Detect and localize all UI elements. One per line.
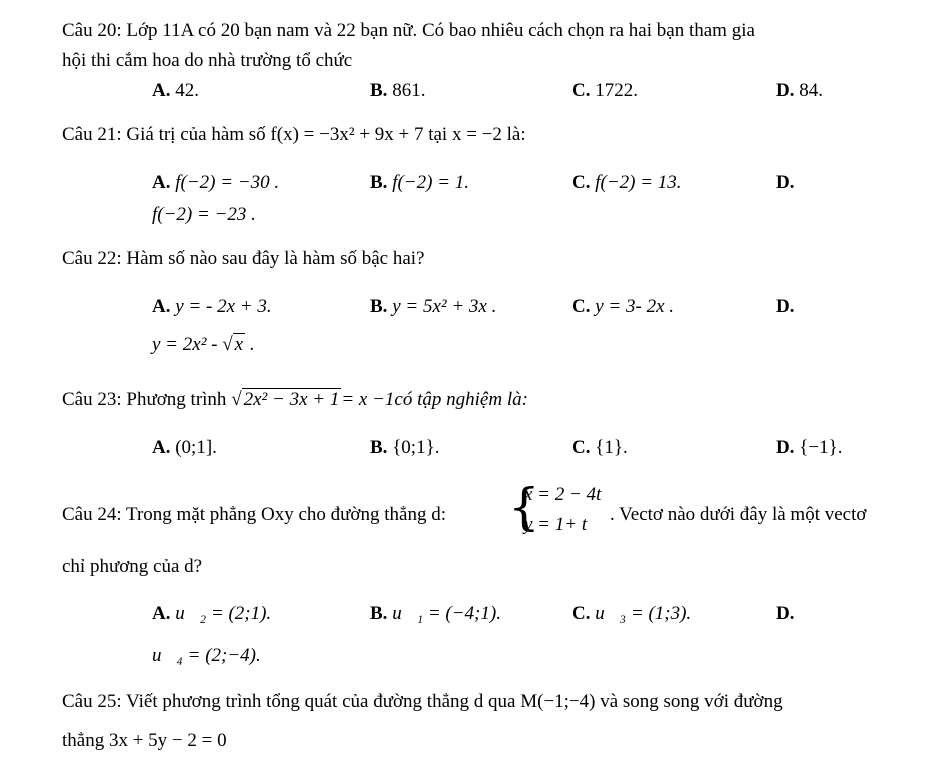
q24-option-a <box>152 603 271 626</box>
q20-stem-line2: hội thi cắm hoa do nhà trường tổ chức <box>62 50 353 71</box>
q25-stem-line2: thẳng 3x + 5y − 2 = 0 <box>62 730 227 751</box>
option-text: {0;1}. <box>392 437 440 458</box>
q21-option-b <box>370 172 469 195</box>
option-label: A. <box>152 296 171 317</box>
q21-option-d-label <box>776 172 794 195</box>
radicand: 2x² − 3x + 1 <box>243 389 340 410</box>
option-label: C. <box>572 437 591 458</box>
option-text: y = - 2x + 3. <box>175 296 272 317</box>
radicand: x <box>234 334 244 355</box>
option-text: {1}. <box>595 437 628 458</box>
option-label: C. <box>572 80 591 101</box>
option-label: D. <box>776 80 795 101</box>
q24-stem-prefix: Câu 24: Trong mặt phẳng Oxy cho đường thẳng d: <box>62 504 446 525</box>
system-line-2: y = 1+ t <box>524 514 588 535</box>
line-system <box>508 478 618 542</box>
q22-option-d-text <box>152 334 255 357</box>
q23-stem-suffix: = x −1có tập nghiệm là: <box>341 389 528 410</box>
option-label: B. <box>370 603 388 624</box>
option-label: C. <box>572 296 591 317</box>
option-label: A. <box>152 80 171 101</box>
option-text: y = 3- 2x . <box>595 296 674 317</box>
option-text: f(−2) = 1. <box>392 172 470 193</box>
q22-option-d-label <box>776 296 794 319</box>
sqrt-expression: √ x <box>222 334 244 355</box>
option-text: {−1}. <box>799 437 843 458</box>
option-label: D. <box>776 437 795 458</box>
q20-option-d <box>776 80 823 103</box>
option-text: 1722. <box>595 80 638 101</box>
q21-stem: Câu 21: Giá trị của hàm số f(x) = −3x² + 9x + 7 tại x = −2 là: <box>62 124 526 145</box>
option-label: B. <box>370 437 388 458</box>
q24-option-d-text: u⃗₄ = (2;−4). <box>152 645 261 666</box>
q21-option-a <box>152 172 279 195</box>
option-label: D. <box>776 172 795 193</box>
q23-option-d <box>776 437 842 460</box>
q21-option-d-text: f(−2) = −23 . <box>152 204 256 225</box>
option-d-prefix: y = 2x² - <box>152 334 218 355</box>
option-text: y = 5x² + 3x . <box>392 296 497 317</box>
option-label: B. <box>370 172 388 193</box>
q23-option-b <box>370 437 439 460</box>
option-label: C. <box>572 603 591 624</box>
q24-option-d-label <box>776 603 794 626</box>
q23-option-a <box>152 437 217 460</box>
sqrt-expression: √ 2x² − 3x + 1 <box>231 389 340 410</box>
q25-stem-line1: Câu 25: Viết phương trình tổng quát của đường thẳng d qua M(−1;−4) và song song với đường <box>62 691 783 712</box>
q22-option-a <box>152 296 272 319</box>
q20-stem-line1: Câu 20: Lớp 11A có 20 bạn nam và 22 bạn nữ. Có bao nhiêu cách chọn ra hai bạn tham gia <box>62 20 755 41</box>
option-d-suffix: . <box>249 334 255 355</box>
option-label: D. <box>776 296 795 317</box>
q20-option-c <box>572 80 638 103</box>
q20-option-a <box>152 80 199 103</box>
q23-option-c <box>572 437 628 460</box>
option-label: B. <box>370 296 388 317</box>
system-line-1: x = 2 − 4t <box>524 484 602 505</box>
q24-stem-suffix: . Vectơ nào dưới đây là một vectơ <box>610 504 867 525</box>
q24-option-c <box>572 603 691 626</box>
q22-option-b <box>370 296 496 319</box>
q23-stem-prefix: Câu 23: Phương trình <box>62 389 227 410</box>
q24-stem-line2: chỉ phương của d? <box>62 556 203 577</box>
option-label: A. <box>152 437 171 458</box>
q22-option-c <box>572 296 674 319</box>
option-label: C. <box>572 172 591 193</box>
q21-option-c <box>572 172 682 195</box>
q20-option-b <box>370 80 425 103</box>
option-text: f(−2) = −30 . <box>175 172 280 193</box>
option-text: u⃗₁ = (−4;1). <box>392 603 501 624</box>
option-label: D. <box>776 603 795 624</box>
q22-stem: Câu 22: Hàm số nào sau đây là hàm số bậc hai? <box>62 248 425 269</box>
option-text: 861. <box>392 80 426 101</box>
option-text: 42. <box>175 80 199 101</box>
option-label: A. <box>152 603 171 624</box>
option-text: 84. <box>799 80 823 101</box>
option-label: B. <box>370 80 388 101</box>
option-text: f(−2) = 13. <box>595 172 682 193</box>
option-text: u⃗₃ = (1;3). <box>595 603 692 624</box>
option-text: (0;1]. <box>175 437 217 458</box>
q23-stem <box>62 389 528 412</box>
q24-option-b <box>370 603 501 626</box>
left-brace: { <box>508 478 540 536</box>
option-label: A. <box>152 172 171 193</box>
option-text: u⃗₂ = (2;1). <box>175 603 272 624</box>
